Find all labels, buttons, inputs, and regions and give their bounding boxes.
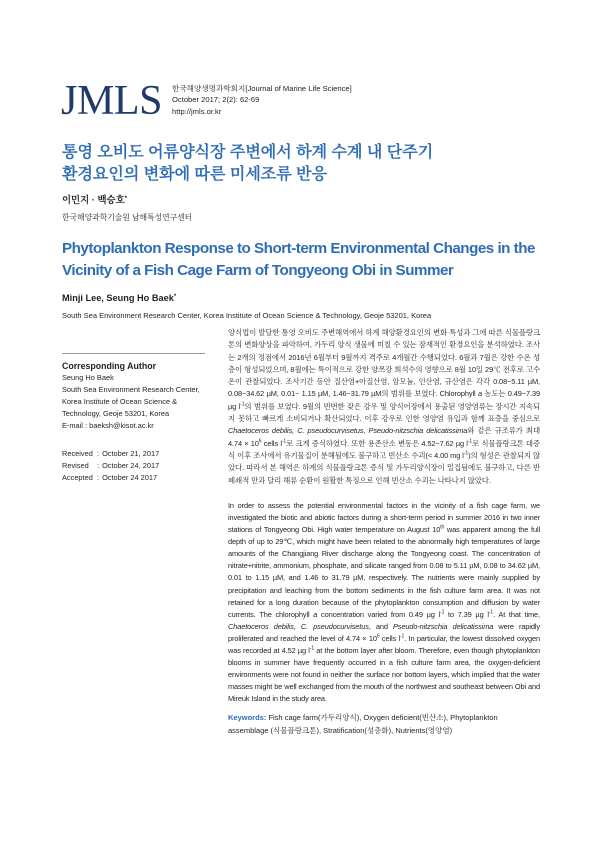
history-row — [62, 460, 222, 472]
corresponding-author-name: Seung Ho Baek — [62, 373, 114, 382]
history-separator: : — [97, 449, 100, 458]
abstract-column — [228, 327, 540, 737]
korean-affiliation: 한국해양과학기술원 남해특성연구센터 — [62, 213, 193, 222]
section-divider — [62, 353, 205, 354]
text-run: . At that time, — [493, 609, 540, 619]
superscript-run: 6 — [258, 438, 262, 445]
corresponding-author-box — [62, 360, 222, 432]
english-affiliation: South Sea Environment Research Center, Korea Institute of Ocean Science & Technology, Geoje 53201, Korea — [62, 311, 432, 320]
text-run: were rapidly proliferated and reached the level of 4.74 × 10 — [228, 621, 540, 643]
text-run: 의 범위를 보였다. 9월의 빈번한 잦은 강우 및 양식어장에서 용출된 영양염류는 장시간 지속되지 못하고 빠르게 소비되거나 확산되었다. 이후 강우로 인한 영양염 유입과 함께 표층을 중심으로 — [228, 401, 540, 424]
journal-info — [172, 83, 352, 117]
text-run: . In particular, the lowest dissolved oxygen was recorded at 4.52 µg l — [228, 633, 540, 655]
superscript-run: th — [440, 524, 445, 531]
superscript-run: 6 — [376, 633, 380, 640]
history-date: October 24 2017 — [102, 473, 158, 482]
text-run: 로 식물플랑크톤 대증식 이후 조사에서 유기물질이 분해됨에도 불구하고 빈산소 수괴(< 4.00 mg l — [228, 438, 540, 460]
english-author-names: Minji Lee, Seung Ho Baek — [62, 293, 174, 303]
korean-abstract — [228, 327, 540, 487]
history-label: Accepted — [62, 473, 93, 482]
superscript-run: -1 — [467, 438, 473, 445]
history-separator: : — [97, 473, 100, 482]
corresponding-author-mark: * — [124, 195, 128, 203]
korean-title-line: 환경요인의 변화에 따른 미세조류 반응 — [62, 166, 328, 183]
italic-run: Chaetoceros debilis, C. pseudocurvisetus — [228, 621, 369, 631]
text-run: cells l — [261, 438, 282, 448]
text-run: In order to assess the potential environmental factors in the vicinity of a fish cage farm, we investigated the biotic and abiotic factors during a short-term period in summer 2016 in two inner stations of Tongyeong Obi. High water temperature on August 10 — [228, 500, 540, 535]
text-run: 양식업이 발달한 통영 오비도 주변해역에서 하계 해양환경요인의 변화 특성과 그에 따른 식물플랑크톤의 변화양상을 파악하여, 가두리 양식 생물에 미칠 수 있는 잠재적인 환경요인을 분석하였다. 조사는 2개의 정점에서 2016년 6월부터 9월까지 격주로 4개월간 수행되었다. 6월과 7월은 강한 수온 성층이 형성되었으며, 8월에는 특이적으로 강한 양쯔강 희석수의 영향으로 8월 10일 29℃ 전후로 고수온이 관찰되었다. 조사기간 동안 질산염+아질산염, 암모늄, 인산염, 규산염은 각각 0.08~5.11 µM, 0.08~34.62 µM, 0.01~ 1.15 µM, 1.46~31.79 µM의 범위를 보였다. Chlorophyll — [228, 328, 540, 399]
keywords — [228, 711, 540, 737]
korean-title-line: 통영 오비도 어류양식장 주변에서 하계 수계 내 단주기 — [62, 144, 434, 161]
history-row — [62, 472, 222, 484]
korean-title — [62, 142, 433, 186]
journal-issue: October 2017; 2(2): 62-69 — [172, 95, 260, 105]
corresponding-author-mark: * — [173, 294, 177, 301]
history-separator: : — [97, 461, 100, 470]
email-line — [62, 420, 222, 432]
history-label: Revised — [62, 461, 89, 470]
text-run: concentration varied from 0.49 µg l — [317, 609, 441, 619]
text-run: cells l — [379, 633, 400, 643]
superscript-run: -1 — [309, 645, 314, 652]
journal-url-link[interactable]: http://jmls.or.kr — [172, 106, 222, 116]
superscript-run: -1 — [440, 609, 445, 616]
korean-author-names: 이민지 · 백승호 — [62, 194, 125, 205]
email-label: E-mail : — [62, 421, 88, 430]
history-date: October 24, 2017 — [102, 461, 160, 470]
english-title — [62, 238, 535, 282]
article-history — [62, 448, 222, 484]
korean-authors — [62, 194, 127, 206]
corresponding-author-heading: Corresponding Author — [62, 361, 156, 371]
english-abstract — [228, 500, 540, 706]
corresponding-address-line: Korea Institute of Ocean Science & — [62, 397, 178, 406]
keywords-text: Fish cage farm(가두리양식), Oxygen deficient(빈산소), Phytoplankton assemblage (식물플랑크톤), Stratification(성층화), Nutrients(영양염) — [228, 713, 498, 736]
superscript-run: -1 — [399, 633, 405, 640]
text-run: )의 형성은 관찰되지 않았다. 따라서 본 해역은 하계의 식물플랑크톤 증식 및 가두리양식장이 밀집됨에도 불구하고, 다른 반폐쇄적 만과 달리 해류 순환이 원활한 특징으로 인해 빈산소 수괴는 나타나지 않았다. — [228, 450, 540, 485]
italic-run: Chaetoceros debilis, C. pseudocurvisetus, Pseudo-nitzschia delicatissima — [228, 426, 468, 436]
text-run: 농도는 0.49~7.39 µg l — [228, 389, 540, 411]
text-run: at the bottom layer after bloom. Therefore, even though phytoplankton blooms in summer have frequently occurred in a fish culture farm area, the oxygen-deficient environments were not found in neither the surface nor bottom layers, which implied that the water masses might be well exchanged from the mouth of the northwest and southeast between Obi and Mireuk Island in the study area. — [228, 645, 540, 704]
corresponding-address-line: Technology, Geoje 53201, Korea — [62, 409, 170, 418]
email-link[interactable]: baeksh@kisot.ac.kr — [89, 421, 154, 430]
english-title-line: Phytoplankton Response to Short-term Environmental Changes in the — [62, 240, 535, 257]
history-label: Received — [62, 449, 93, 458]
history-date: October 21, 2017 — [102, 449, 160, 458]
text-run: 와 같은 규조류가 최대 4.74 × 10 — [228, 426, 540, 448]
keywords-label: Keywords: — [228, 713, 267, 723]
italic-run: Pseudo-nitzschia delicatissima — [392, 621, 494, 631]
superscript-run: -1 — [240, 401, 245, 408]
superscript-run: -1 — [463, 450, 469, 457]
superscript-run: -1 — [488, 609, 494, 616]
english-title-line: Vicinity of a Fish Cage Farm of Tongyeong Obi in Summer — [62, 262, 454, 279]
italic-run: a — [313, 609, 318, 619]
text-run: to 7.39 µg l — [444, 609, 489, 619]
text-run: , and — [368, 621, 393, 631]
superscript-run: -1 — [281, 438, 287, 445]
text-run: 로 크게 증식하였다. 또한 용존산소 변동은 4.52~7.62 µg l — [286, 438, 468, 448]
english-authors — [62, 292, 176, 304]
history-row — [62, 448, 222, 460]
journal-name: 한국해양생명과학회지[Journal of Marine Life Science] — [172, 84, 352, 93]
italic-run: a — [477, 389, 482, 399]
journal-logo: JMLS — [61, 78, 163, 124]
corresponding-address-line: South Sea Environment Research Center, — [62, 385, 200, 394]
text-run: was apparent among the full depth of up to 29℃, which might have been related to the abnormally high temperatures of large amounts of the Changjiang River discharge along the Tongyeong coast. The concentration of nitrate+nitrite, ammonium, phosphate, and silicate ranged from 0.08 to 5.11 µM, 0.08 to 34.62 µM, 0.01 to 1.15 µM, and 1.46 to 31.79 µM, respectively. The nutrients were mainly supplied by precipitation and leaching from the bottom sediments in the fish culture farm area. It was not retained for a long duration because of the phytoplankton consumption and diffusion by water currents. The chlorophyll — [228, 525, 540, 619]
